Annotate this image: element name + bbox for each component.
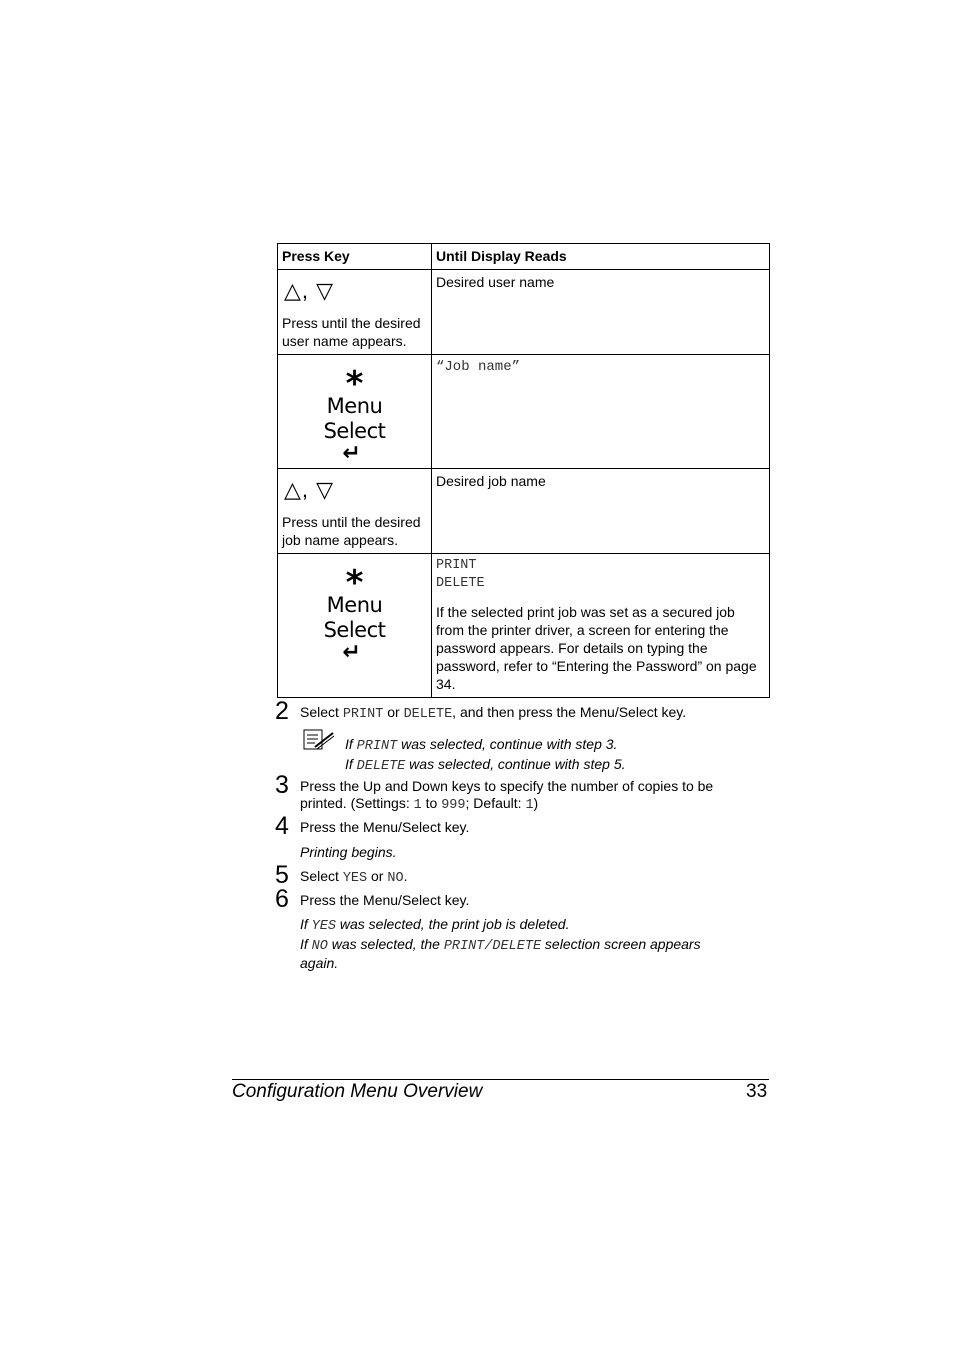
key-cell — [278, 355, 432, 469]
select-key-label: Select — [323, 618, 386, 642]
key-cell — [278, 554, 432, 698]
step-text: Press the Up and Down keys to specify the number of copies to be printed. (Settings: 1 to 999; Default: 1) — [300, 778, 714, 813]
enter-icon: ↵ — [342, 640, 361, 665]
key-instruction: Press until the desired job name appears. — [282, 514, 421, 548]
footer-rule — [232, 1079, 769, 1080]
footer-title: Configuration Menu Overview — [232, 1081, 483, 1102]
step-number: 2 — [275, 697, 289, 725]
key-cell — [278, 469, 432, 554]
star-icon: * — [345, 364, 364, 404]
step-number: 3 — [275, 771, 289, 799]
header-display-reads: Until Display Reads — [432, 244, 770, 270]
key-table — [277, 243, 770, 698]
menu-key-label: Menu — [326, 394, 383, 418]
display-cell — [432, 554, 770, 698]
display-text: Desired user name — [432, 270, 770, 355]
secured-job-note: If the selected print job was set as a secured job from the printer driver, a screen for entering the password appears. For details on typing the password, refer to “Entering the Password” on page 34. — [436, 604, 757, 692]
key-cell — [278, 270, 432, 355]
display-text: Desired job name — [432, 469, 770, 554]
note-text: If PRINT was selected, continue with step 3. If DELETE was selected, continue with step 5. — [345, 736, 626, 774]
page-number: 33 — [746, 1081, 768, 1102]
display-delete: DELETE — [436, 576, 485, 591]
key-instruction: Press until the desired user name appears. — [282, 315, 421, 349]
step-text: Select PRINT or DELETE, and then press the Menu/Select key. — [300, 704, 687, 722]
select-key-label: Select — [323, 419, 386, 443]
step-6-result: If YES was selected, the print job is deleted. If NO was selected, the PRINT/DELETE selection screen appears again. — [300, 916, 701, 971]
enter-icon: ↵ — [342, 441, 361, 466]
step-number: 5 — [275, 861, 289, 889]
step-text: Press the Menu/Select key. — [300, 892, 470, 908]
menu-select-key-icon — [282, 358, 427, 464]
menu-select-key-icon — [282, 557, 427, 663]
display-text: “Job name” — [432, 355, 770, 469]
star-icon: * — [345, 563, 364, 603]
step-number: 6 — [275, 885, 289, 913]
display-print: PRINT — [436, 558, 477, 573]
up-down-arrow-icon: △, ▽ — [284, 477, 335, 502]
step-text: Press the Menu/Select key. — [300, 819, 470, 835]
header-press-key: Press Key — [278, 244, 432, 270]
step-4-result: Printing begins. — [300, 844, 397, 860]
step-text: Select YES or NO. — [300, 868, 408, 886]
step-number: 4 — [275, 812, 289, 840]
up-down-arrow-icon: △, ▽ — [284, 278, 335, 303]
menu-key-label: Menu — [326, 593, 383, 617]
note-pencil-icon — [303, 729, 335, 751]
